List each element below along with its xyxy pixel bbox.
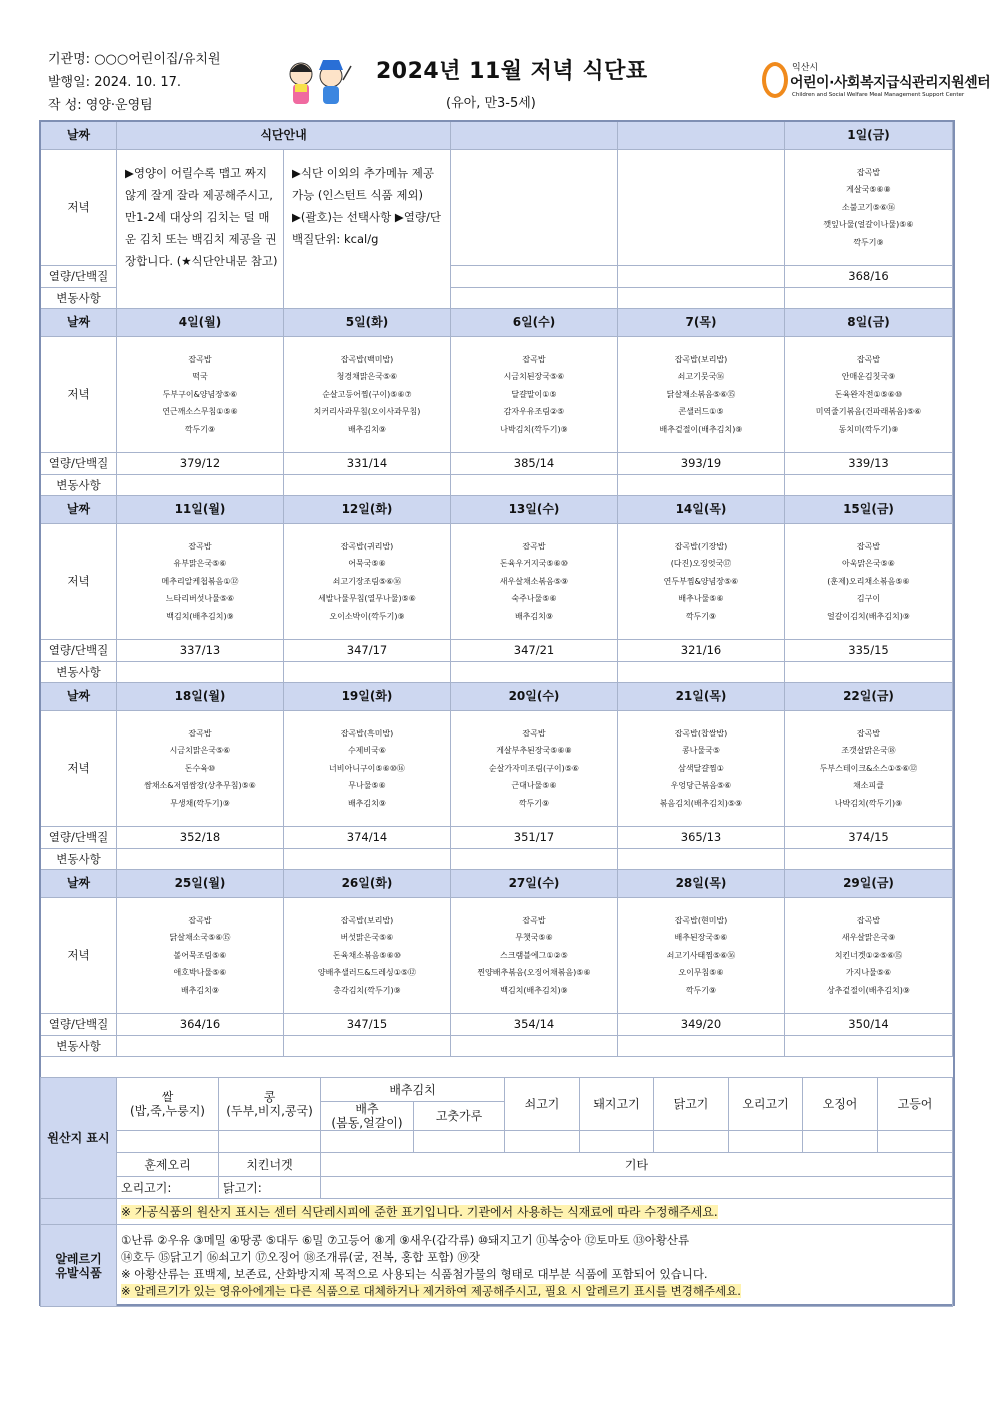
menu-item: 얼갈이김치(배추김치)⑨	[827, 611, 910, 621]
menu-item: 배추김치⑨	[347, 424, 387, 434]
nutrition-label: 열량/단백질	[41, 827, 117, 849]
nutrition-value: 354/14	[451, 1014, 618, 1036]
menu-item: 깍두기⑨	[518, 798, 550, 808]
menu-item: 삼색달걀찜①	[678, 763, 724, 773]
meal-cell	[284, 898, 451, 1014]
dinner-label: 저녁	[41, 524, 117, 640]
menu-item: 콘샐러드①⑤	[678, 407, 724, 417]
nutrition-value: 368/16	[785, 266, 953, 288]
allergy-info: ①난류 ②우유 ③메밀 ④땅콩 ⑤대두 ⑥밀 ⑦고등어 ⑧게 ⑨새우(갑각류) ⑩돼지고기 ⑪복숭아 ⑫토마토 ⑬아황산류 ⑭호두 ⑮닭고기 ⑯쇠고기 ⑰오징어 ⑱조개류(굴, 전복, 홍합 포함) ⑲잣 ※ 아황산류는 표백제, 보존료, 산화방지제 목적으로 사용되는 식품첨가물의 형태로 대부분 식품에 포함되어 있습니다. ※ 알레르기가 있는 영유아에게는 다른 식품으로 대체하거나 제거하여 제공해주시고, 필요 시 알레르기 표시를 변경해주세요.	[117, 1225, 953, 1307]
meal-cell	[117, 337, 284, 453]
menu-item: 닭살채소국⑤⑥⑮	[169, 933, 231, 943]
menu-item: 쌈채소&저염쌈장(상추무침)⑤⑥	[144, 781, 256, 791]
page-subtitle: (유아, 만3-5세)	[446, 96, 536, 111]
menu-item: 잡곡밥(보리밥)	[674, 354, 728, 364]
week-1-nutrition-row	[41, 453, 953, 475]
nutrition-value: 365/13	[618, 827, 785, 849]
author-line: 작 성: 영양·운영팀	[48, 98, 153, 113]
menu-item: (다진)오징엇국⑰	[670, 559, 732, 569]
date-label: 날짜	[41, 683, 117, 711]
nutrition-value: 347/21	[451, 640, 618, 662]
menu-item: 잡곡밥(귀리밥)	[340, 541, 394, 551]
menu-item: 떡국	[192, 372, 208, 382]
nutrition-value: 347/15	[284, 1014, 451, 1036]
day-header: 8일(금)	[785, 309, 953, 337]
menu-item: 나박김치(깍두기)⑨	[500, 424, 568, 434]
menu-item: 두부스테이크&소스①⑤⑥⑫	[819, 763, 918, 773]
meal-cell	[785, 898, 953, 1014]
meal-cell	[284, 524, 451, 640]
menu-item: 순살고등어찜(구이)⑤⑥⑦	[322, 389, 412, 399]
center-logo: 익산시 어린이·사회복지급식관리지원센터 Children and Social Welfare Meal Management Support Center	[762, 60, 952, 105]
meal-cell	[618, 337, 785, 453]
header-info	[48, 48, 221, 117]
origin-rice: 쌀 (밥,죽,누룽지)	[117, 1078, 219, 1131]
menu-item: 잡곡밥	[188, 541, 212, 551]
menu-item: 깍두기⑨	[685, 985, 717, 995]
week-4-date-row	[41, 870, 953, 898]
origin-table	[40, 1077, 953, 1307]
meal-cell	[785, 524, 953, 640]
day-header: 21일(목)	[618, 683, 785, 711]
date-label: 날짜	[41, 870, 117, 898]
nutrition-value: 337/13	[117, 640, 284, 662]
origin-label: 원산지 표시	[41, 1078, 117, 1199]
menu-item: 양배추샐러드&드레싱①⑤⑫	[317, 968, 417, 978]
menu-item: 돈육완자전①⑤⑥⑩	[834, 389, 903, 399]
nutrition-value: 379/12	[117, 453, 284, 475]
changes-label: 변동사항	[41, 475, 117, 496]
nutrition-value: 321/16	[618, 640, 785, 662]
menu-item: 수제비국⑥	[347, 746, 387, 756]
menu-item: 배추겉절이(배추김치)⑨	[659, 424, 743, 434]
day-header: 22일(금)	[785, 683, 953, 711]
meal-cell	[451, 524, 618, 640]
day-header: 1일(금)	[785, 122, 953, 150]
menu-item: 무챗국⑤⑥	[515, 933, 553, 943]
menu-item: 상추겉절이(배추김치)⑨	[827, 985, 910, 995]
menu-item: 숙주나물⑤⑥	[511, 594, 557, 604]
menu-item: 돈육우거지국⑤⑥⑩	[500, 559, 568, 569]
menu-item: 가지나물⑤⑥	[845, 968, 892, 978]
menu-item: 청경채맑은국⑤⑥	[336, 372, 398, 382]
menu-item: 잡곡밥	[856, 728, 881, 738]
menu-item: 시금치된장국⑤⑥	[503, 372, 565, 382]
menu-item: 잡곡밥	[856, 541, 881, 551]
week-1-date-row	[41, 309, 953, 337]
menu-item: 애호박나물⑤⑥	[173, 968, 227, 978]
menu-item: 깍두기⑨	[685, 611, 717, 621]
day-header: 18일(월)	[117, 683, 284, 711]
menu-item: 돈수육⑩	[184, 763, 216, 773]
menu-item: 나박김치(깍두기)⑨	[834, 798, 903, 808]
nutrition-value: 349/20	[618, 1014, 785, 1036]
guide-note-right: ▶식단 이외의 추가메뉴 제공 가능 (인스턴트 식품 제외) ▶(괄호)는 선택사항 ▶열량/단백질단위: kcal/g	[284, 150, 451, 309]
menu-item: 쇠고기뭇국⑯	[677, 372, 725, 382]
meal-cell	[618, 524, 785, 640]
origin-kimchi: 배추김치	[321, 1078, 505, 1102]
menu-item: 스크램블에그①②⑤	[500, 950, 568, 960]
menu-item: 유부맑은국⑤⑥	[173, 559, 227, 569]
menu-item: 무생채(깍두기)⑨	[170, 798, 230, 808]
allergy-label: 알레르기 유발식품	[41, 1225, 117, 1307]
menu-item: 어묵국⑤⑥	[348, 559, 386, 569]
menu-item: 배추김치⑨	[180, 985, 220, 995]
nutrition-value: 350/14	[785, 1014, 953, 1036]
menu-item: 잡곡밥	[856, 915, 881, 925]
menu-item: 잡곡밥(현미밥)	[674, 915, 728, 925]
origin-mackerel: 고등어	[878, 1078, 953, 1131]
day-header: 28일(목)	[618, 870, 785, 898]
meal-cell	[451, 337, 618, 453]
meal-cell	[117, 711, 284, 827]
menu-item: 잡곡밥(보리밥)	[340, 915, 394, 925]
day-header: 14일(목)	[618, 496, 785, 524]
menu-item: 백김치(배추김치)⑨	[166, 611, 234, 621]
week-3-meal-row	[41, 711, 953, 827]
menu-item: 볶음김치(배추김치)⑤⑨	[659, 798, 743, 808]
week-3-nutrition-row	[41, 827, 953, 849]
menu-item: 동치미(깍두기)⑨	[838, 424, 899, 434]
issue-date: 2024. 10. 17.	[94, 75, 182, 90]
dinner-label: 저녁	[41, 337, 117, 453]
week-3-date-row	[41, 683, 953, 711]
dinner-label: 저녁	[41, 898, 117, 1014]
menu-item: 치커리사과무침(오이사과무침)	[313, 407, 421, 417]
guide-header: 식단안내	[117, 122, 451, 150]
week-4-nutrition-row	[41, 1014, 953, 1036]
changes-label: 변동사항	[41, 1036, 117, 1057]
menu-item: 연두부찜&양념장⑤⑥	[663, 576, 739, 586]
menu-item: 두부구이&양념장⑤⑥	[162, 389, 238, 399]
menu-item: 쇠고기장조림⑤⑥⑯	[332, 576, 402, 586]
menu-item: 잡곡밥	[188, 915, 212, 925]
origin-other: 기타	[321, 1153, 953, 1177]
menu-item: 잡곡밥	[522, 541, 546, 551]
issue-date-line: 발행일: 2024. 10. 17.	[48, 75, 182, 90]
menu-item: 김구이	[856, 594, 881, 604]
logo-mark-icon	[762, 62, 788, 98]
day-header: 19일(화)	[284, 683, 451, 711]
meal-cell	[785, 337, 953, 453]
menu-item: 닭살채소볶음⑤⑥⑮	[666, 389, 736, 399]
origin-chicken-field: 닭고기:	[219, 1177, 321, 1199]
week-2-meal-row	[41, 524, 953, 640]
nutrition-value: 374/14	[284, 827, 451, 849]
meal-cell	[451, 898, 618, 1014]
origin-squid: 오징어	[803, 1078, 878, 1131]
nutrition-value: 352/18	[117, 827, 284, 849]
meal-cell: 잡곡밥 게살국⑤⑥⑧ 소불고기⑤⑥⑯ 깻잎나물(얼갈이나물)⑤⑥ 깍두기⑨	[785, 150, 953, 266]
menu-item: 채소피클	[853, 781, 884, 791]
date-label: 날짜	[41, 309, 117, 337]
day-header: 20일(수)	[451, 683, 618, 711]
dinner-label: 저녁	[41, 150, 117, 266]
origin-cabbage: 배추 (봄동,얼갈이)	[321, 1102, 414, 1131]
meal-cell	[117, 524, 284, 640]
menu-item: 총각김치(깍두기)⑨	[333, 985, 401, 995]
dinner-label: 저녁	[41, 711, 117, 827]
origin-duck-field: 오리고기:	[117, 1177, 219, 1199]
menu-item: 근대나물⑤⑥	[511, 781, 557, 791]
mascot-illustration-icon	[283, 54, 353, 106]
nutrition-value: 351/17	[451, 827, 618, 849]
menu-item: 안매운김칫국⑨	[841, 372, 896, 382]
origin-nugget: 치킨너겟	[219, 1153, 321, 1177]
menu-item: (훈제)오리채소볶음⑤⑥	[827, 576, 910, 586]
nutrition-label: 열량/단백질	[41, 266, 117, 288]
menu-item: 찐양배추볶음(오징어채볶음)⑤⑥	[477, 968, 591, 978]
nutrition-value: 374/15	[785, 827, 953, 849]
origin-smoked-duck: 훈제오리	[117, 1153, 219, 1177]
week-3-changes-row	[41, 849, 953, 870]
changes-label: 변동사항	[41, 288, 117, 309]
menu-item: 치킨너겟①②⑤⑥⑮	[834, 950, 903, 960]
meal-cell	[451, 711, 618, 827]
day-header: 25일(월)	[117, 870, 284, 898]
menu-item: 콩나물국⑤	[681, 746, 721, 756]
week-0-date-row	[41, 122, 953, 150]
origin-pork: 돼지고기	[580, 1078, 654, 1131]
nutrition-value: 347/17	[284, 640, 451, 662]
menu-item: 게살부추된장국⑤⑥⑧	[496, 746, 572, 756]
menu-item: 새우살맑은국⑨	[841, 933, 896, 943]
menu-item: 돈육채소볶음⑤⑥⑩	[333, 950, 401, 960]
menu-item: 순살가자미조림(구이)⑤⑥	[488, 763, 580, 773]
day-header: 13일(수)	[451, 496, 618, 524]
menu-item: 잡곡밥	[188, 354, 212, 364]
menu-item: 버섯맑은국⑤⑥	[340, 933, 394, 943]
date-label: 날짜	[41, 496, 117, 524]
origin-pepper: 고춧가루	[414, 1102, 505, 1131]
nutrition-label: 열량/단백질	[41, 1014, 117, 1036]
day-header: 26일(화)	[284, 870, 451, 898]
nutrition-value: 335/15	[785, 640, 953, 662]
menu-item: 세발나물무침(열무나물)⑤⑥	[318, 594, 416, 604]
guide-note-left: ▶영양이 어릴수록 맵고 짜지 않게 잘게 잘라 제공해주시고, 만1-2세 대상의 김치는 덜 매운 김치 또는 백김치 제공을 권장합니다. (★식단안내문 참고)	[117, 150, 284, 309]
menu-item: 오이소박이(깍두기)⑨	[329, 611, 405, 621]
meal-cell	[117, 898, 284, 1014]
menu-item: 배추김치⑨	[514, 611, 554, 621]
menu-item: 미역줄기볶음(건파래볶음)⑤⑥	[815, 407, 922, 417]
menu-item: 연근깨소스무침①⑤⑥	[162, 407, 238, 417]
menu-item: 잡곡밥(백미밥)	[340, 354, 394, 364]
date-label: 날짜	[41, 122, 117, 150]
nutrition-value: 364/16	[117, 1014, 284, 1036]
day-header: 6일(수)	[451, 309, 618, 337]
week-4-meal-row	[41, 898, 953, 1014]
meal-cell	[618, 898, 785, 1014]
menu-item: 배추김치⑨	[347, 798, 387, 808]
page-title: 2024년 11월 저녁 식단표	[376, 59, 648, 84]
menu-item: 잡곡밥(기장밥)	[674, 541, 728, 551]
day-header: 12일(화)	[284, 496, 451, 524]
day-header: 5일(화)	[284, 309, 451, 337]
day-header: 27일(수)	[451, 870, 618, 898]
nutrition-label: 열량/단백질	[41, 453, 117, 475]
menu-item: 메추리알케첩볶음①⑫	[161, 576, 239, 586]
nutrition-value: 339/13	[785, 453, 953, 475]
author-name: 영양·운영팀	[85, 98, 153, 113]
menu-item: 달걀말이①⑤	[511, 389, 557, 399]
day-header: 29일(금)	[785, 870, 953, 898]
week-0-meal-row	[41, 150, 953, 266]
menu-item: 배추나물⑤⑥	[678, 594, 724, 604]
menu-item: 무나물⑤⑥	[348, 781, 386, 791]
day-header: 4일(월)	[117, 309, 284, 337]
day-header: 15일(금)	[785, 496, 953, 524]
nutrition-value: 331/14	[284, 453, 451, 475]
institution-line: 기관명: ○○○어린이집/유치원	[48, 52, 221, 67]
menu-item: 볼어묵조림⑤⑥	[173, 950, 227, 960]
nutrition-value: 393/19	[618, 453, 785, 475]
day-header: 11일(월)	[117, 496, 284, 524]
menu-item: 너비아니구이⑤⑥⑩⑯	[329, 763, 405, 773]
menu-item: 감자우유조림②⑤	[503, 407, 565, 417]
institution-name: ○○○어린이집/유치원	[94, 52, 221, 67]
origin-duck: 오리고기	[729, 1078, 803, 1131]
meal-cell	[284, 711, 451, 827]
week-2-changes-row	[41, 662, 953, 683]
menu-item: 배추된장국⑤⑥	[674, 933, 728, 943]
origin-bean: 콩 (두부,비지,콩국)	[219, 1078, 321, 1131]
meal-cell	[785, 711, 953, 827]
nutrition-label: 열량/단백질	[41, 640, 117, 662]
day-header: 7(목)	[618, 309, 785, 337]
menu-item: 잡곡밥	[522, 915, 546, 925]
week-4-changes-row	[41, 1036, 953, 1057]
origin-beef: 쇠고기	[505, 1078, 580, 1131]
menu-item: 오이무침⑤⑥	[678, 968, 724, 978]
nutrition-value: 385/14	[451, 453, 618, 475]
menu-item: 쇠고기사태찜⑤⑥⑯	[666, 950, 736, 960]
week-2-nutrition-row	[41, 640, 953, 662]
menu-item: 잡곡밥	[522, 354, 546, 364]
week-1-meal-row	[41, 337, 953, 453]
menu-item: 시금치맑은국⑤⑥	[169, 746, 231, 756]
meal-cell	[284, 337, 451, 453]
menu-item: 느타리버섯나물⑤⑥	[165, 594, 235, 604]
menu-item: 조갯살맑은국⑱	[841, 746, 896, 756]
origin-chicken: 닭고기	[654, 1078, 729, 1131]
menu-item: 백김치(배추김치)⑨	[500, 985, 568, 995]
origin-note: ※ 가공식품의 원산지 표시는 센터 식단레시피에 준한 표기입니다. 기관에서 사용하는 식재료에 따라 수정해주세요.	[117, 1199, 953, 1225]
menu-item: 새우살채소볶음⑤⑨	[499, 576, 569, 586]
menu-table	[40, 121, 953, 1057]
menu-item: 아욱맑은국⑤⑥	[842, 559, 895, 569]
meal-cell	[618, 711, 785, 827]
week-2-date-row	[41, 496, 953, 524]
week-1-changes-row	[41, 475, 953, 496]
changes-label: 변동사항	[41, 662, 117, 683]
menu-item: 잡곡밥(흑미밥)	[340, 728, 394, 738]
menu-item: 잡곡밥(찹쌀밥)	[674, 728, 728, 738]
menu-item: 우엉당근볶음⑤⑥	[670, 781, 732, 791]
menu-item: 잡곡밥	[188, 728, 212, 738]
menu-item: 잡곡밥	[856, 354, 881, 364]
menu-item: 깍두기⑨	[184, 424, 216, 434]
menu-item: 잡곡밥	[522, 728, 546, 738]
changes-label: 변동사항	[41, 849, 117, 870]
